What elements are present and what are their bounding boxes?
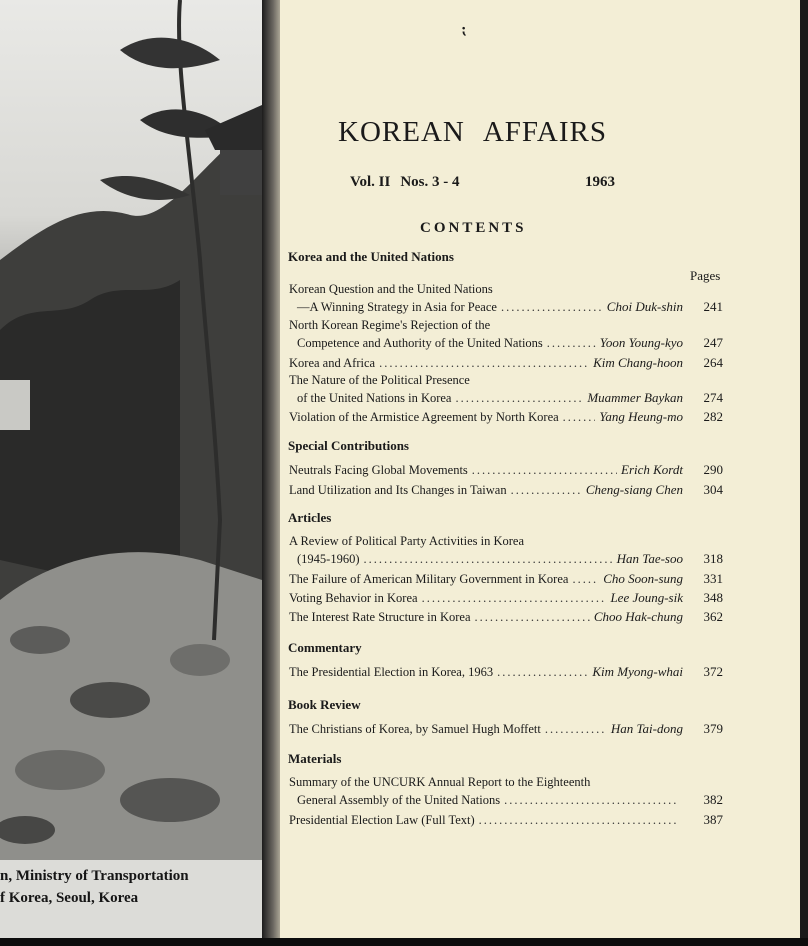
contents-heading: CONTENTS <box>420 220 527 236</box>
toc-entry <box>289 282 723 316</box>
pages-column-label: Pages <box>690 268 721 283</box>
issue-numbers: Nos. 3 - 4 <box>400 174 460 190</box>
entry-page: 304 <box>703 482 723 497</box>
entry-author: Kim Chang-hoon <box>593 355 683 370</box>
toc-entry <box>289 482 723 499</box>
entry-title-line: Korea and Africa <box>289 356 376 370</box>
section-title: Commentary <box>288 640 362 655</box>
entry-author: Muammer Baykan <box>587 390 683 405</box>
entry-page: 247 <box>703 335 723 350</box>
section-title: Special Contributions <box>288 438 409 453</box>
section-title: Materials <box>288 751 342 766</box>
section-title: Book Review <box>288 697 361 712</box>
left-page <box>0 0 272 946</box>
contents-page <box>280 0 800 938</box>
issue-info <box>350 174 459 191</box>
entry-page: 264 <box>703 355 723 370</box>
entry-title-line: —A Winning Strategy in Asia for Peace <box>297 300 497 314</box>
entry-author: Erich Kordt <box>621 462 683 477</box>
page-mark: ⁏ <box>462 23 468 38</box>
landscape-photo <box>0 0 272 860</box>
entry-page: 274 <box>703 390 723 405</box>
entry-author: Lee Joung-sik <box>610 590 683 605</box>
entry-title-line: Korean Question and the United Nations <box>289 282 493 296</box>
entry-title-line: Voting Behavior in Korea <box>289 591 418 605</box>
entry-title-line: North Korean Regime's Rejection of the <box>289 318 491 332</box>
issue-year: 1963 <box>585 174 615 190</box>
toc-entry <box>289 409 723 426</box>
entry-page: 241 <box>703 299 723 314</box>
entry-author: Yang Heung-mo <box>599 409 683 424</box>
entry-page: 331 <box>703 571 723 586</box>
toc-entry <box>289 462 723 479</box>
toc-entry <box>289 609 723 626</box>
entry-title-line: The Failure of American Military Government in Korea <box>289 572 569 586</box>
toc-entry <box>289 373 723 407</box>
entry-page: 382 <box>703 792 723 807</box>
entry-author: Han Tai-dong <box>610 721 683 736</box>
toc-entry <box>289 318 723 352</box>
entry-page: 387 <box>703 812 723 827</box>
entry-author: Yoon Young-kyo <box>599 335 683 350</box>
toc-entry <box>289 664 723 681</box>
photo-caption <box>0 865 272 909</box>
photo-illustration <box>0 0 272 860</box>
entry-page: 348 <box>703 590 723 605</box>
entry-title-line: of the United Nations in Korea <box>297 391 452 405</box>
toc-entry <box>289 775 723 809</box>
entry-page: 282 <box>703 409 723 424</box>
caption-line-2: f Korea, Seoul, Korea <box>0 890 139 906</box>
entry-author: Choo Hak-chung <box>593 609 683 624</box>
entry-title-line: A Review of Political Party Activities in Korea <box>289 534 525 548</box>
entry-author: Cho Soon-sung <box>603 571 683 586</box>
title-word-affairs: AFFAIRS <box>482 116 607 148</box>
entry-title-line: Presidential Election Law (Full Text) <box>289 813 475 827</box>
entry-page: 379 <box>703 721 723 736</box>
entry-title-line: Violation of the Armistice Agreement by North Korea <box>289 410 559 424</box>
entry-page: 318 <box>703 551 723 566</box>
entry-author: Kim Myong-whai <box>592 664 683 679</box>
toc-entry <box>289 590 723 607</box>
entry-title-line: Competence and Authority of the United Nations <box>297 336 543 350</box>
toc-entry <box>289 355 723 372</box>
entry-page: 372 <box>703 664 723 679</box>
caption-line-1: n, Ministry of Transportation <box>0 868 189 884</box>
entry-title-line: The Interest Rate Structure in Korea <box>289 610 471 624</box>
entry-page: 362 <box>703 609 723 624</box>
entry-page: 290 <box>703 462 723 477</box>
entry-title-line: The Christians of Korea, by Samuel Hugh Moffett <box>289 722 541 736</box>
entry-title-line: Land Utilization and Its Changes in Taiwan <box>289 483 507 497</box>
entry-title-line: The Nature of the Political Presence <box>289 373 470 387</box>
volume: Vol. II <box>350 174 391 190</box>
entry-title-line: The Presidential Election in Korea, 1963 <box>289 665 494 679</box>
title-word-korean: KOREAN <box>338 116 465 148</box>
entry-title-line: Neutrals Facing Global Movements <box>289 463 468 477</box>
toc-entry <box>289 812 723 829</box>
toc-entry <box>289 571 723 588</box>
section-title: Articles <box>288 510 332 525</box>
toc-entry <box>289 721 723 738</box>
entry-author: Cheng-siang Chen <box>585 482 683 497</box>
entry-author: Choi Duk-shin <box>606 299 683 314</box>
page-bottom-edge <box>0 938 808 946</box>
magazine-title <box>338 116 607 149</box>
section-title: Korea and the United Nations <box>288 249 454 264</box>
entry-title-line: Summary of the UNCURK Annual Report to the Eighteenth <box>289 775 591 789</box>
entry-title-line: General Assembly of the United Nations <box>297 793 501 807</box>
entry-title-line: (1945-1960) <box>297 552 360 566</box>
toc-entry <box>289 534 723 568</box>
entry-author: Han Tae-soo <box>616 551 683 566</box>
